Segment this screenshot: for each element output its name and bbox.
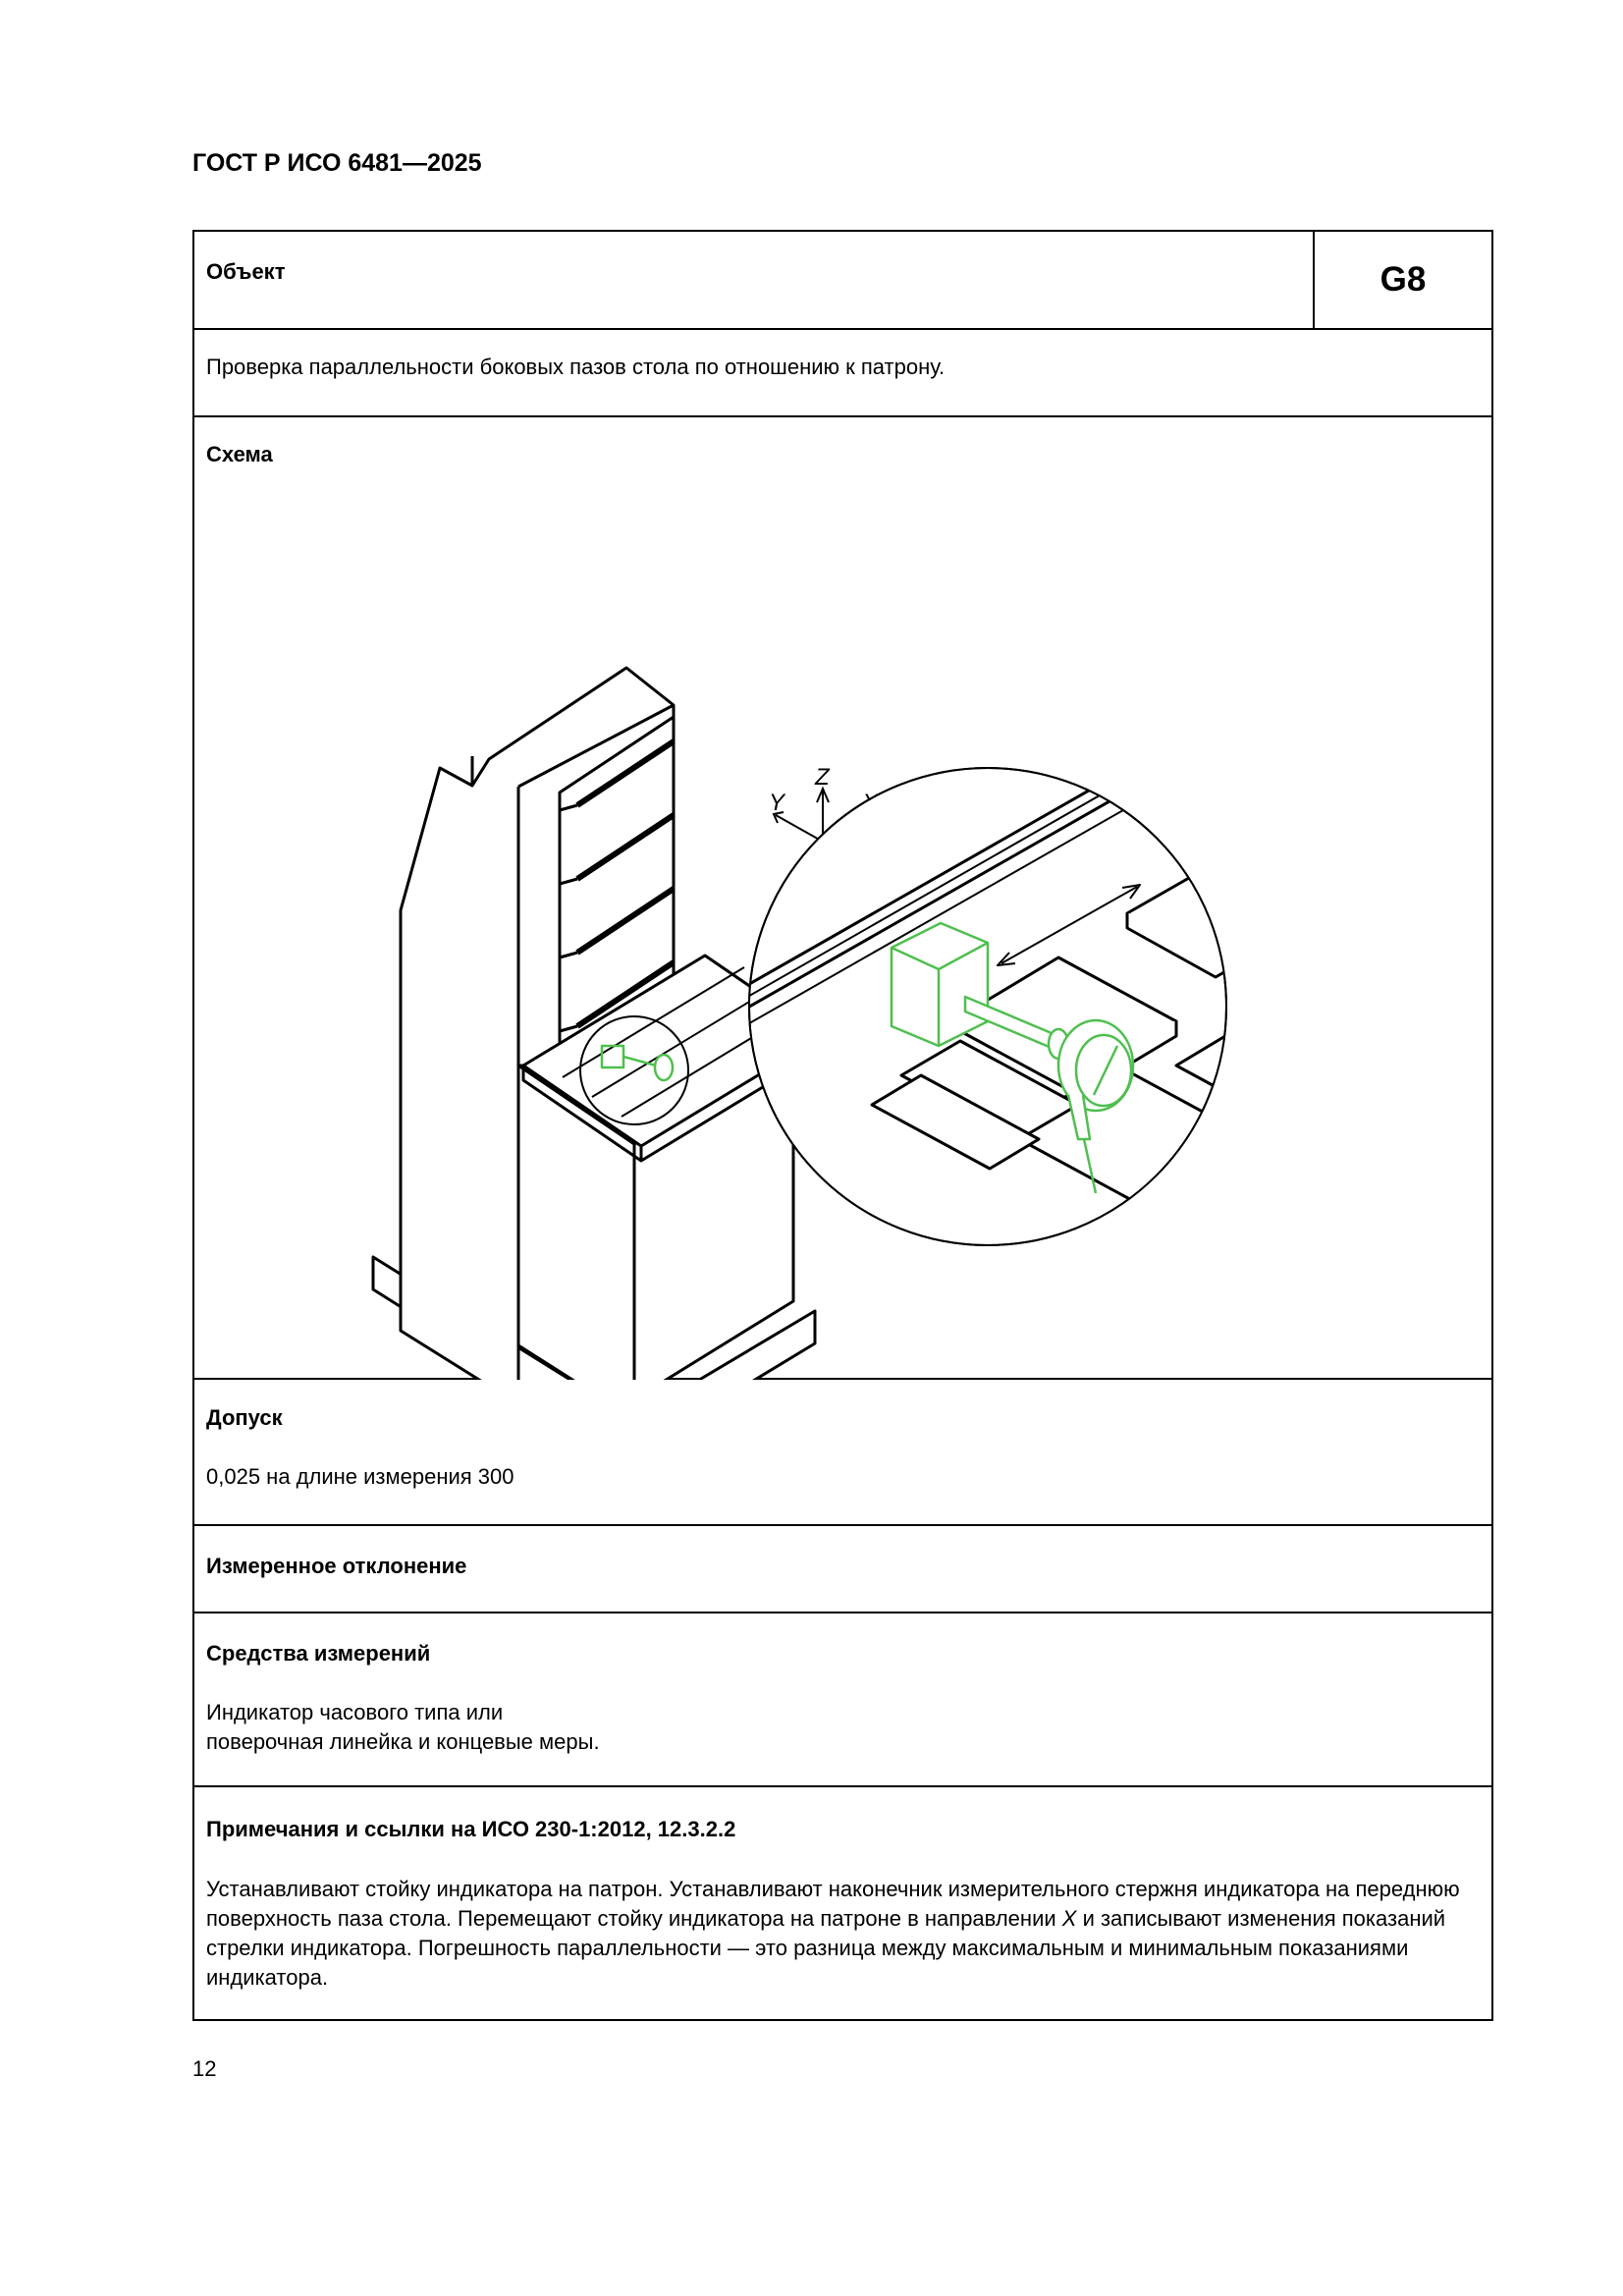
measured-deviation-label: Измеренное отклонение [206, 1554, 467, 1578]
inspection-sheet [192, 230, 1493, 2021]
scheme-drawing [194, 417, 1491, 1380]
page-number: 12 [192, 2056, 217, 2081]
object-row [194, 232, 1491, 330]
measuring-means-label: Средства измерений [206, 1641, 431, 1666]
tolerance-row [194, 1380, 1491, 1526]
check-title: Проверка параллельности боковых пазов стола по отношению к патрону. [206, 355, 946, 379]
notes-text-part: Устанавливают стойку индикатора на патрон. Устанавливают наконечник измерительного стержня индикатора на переднюю поверхность паза стола. Перемещают стойку индикатора на патроне в направлении [206, 1877, 1460, 1931]
measured-deviation-row [194, 1526, 1491, 1613]
axis-label-y: Y [769, 790, 785, 816]
measuring-means-row [194, 1613, 1491, 1787]
tolerance-value: 0,025 на длине измерения 300 [206, 1464, 514, 1489]
scheme-row [194, 417, 1491, 1380]
scheme-label: Схема [206, 442, 273, 466]
document-header: ГОСТ Р ИСО 6481—2025 [192, 149, 482, 177]
notes-text [206, 1875, 1483, 1993]
object-code: G8 [1313, 232, 1491, 328]
notes-text-part: и записывают изменения показаний стрелки индикатора. Погрешность параллельности — это разница между максимальным и минимальным показаниями индикатора. [206, 1906, 1446, 1990]
notes-label: Примечания и ссылки на ИСО 230-1:2012, 12.3.2.2 [206, 1817, 736, 1841]
measuring-means-text [206, 1698, 600, 1757]
notes-axis: X [1061, 1906, 1077, 1931]
object-label: Объект [206, 259, 286, 284]
check-title-row [194, 330, 1491, 417]
measuring-means-line: поверочная линейка и концевые меры. [206, 1729, 600, 1754]
notes-row [194, 1787, 1491, 2019]
tolerance-label: Допуск [206, 1405, 283, 1430]
axis-label-z: Z [815, 764, 830, 791]
detail-view [744, 417, 1392, 1245]
measuring-means-line: Индикатор часового типа или [206, 1700, 504, 1724]
